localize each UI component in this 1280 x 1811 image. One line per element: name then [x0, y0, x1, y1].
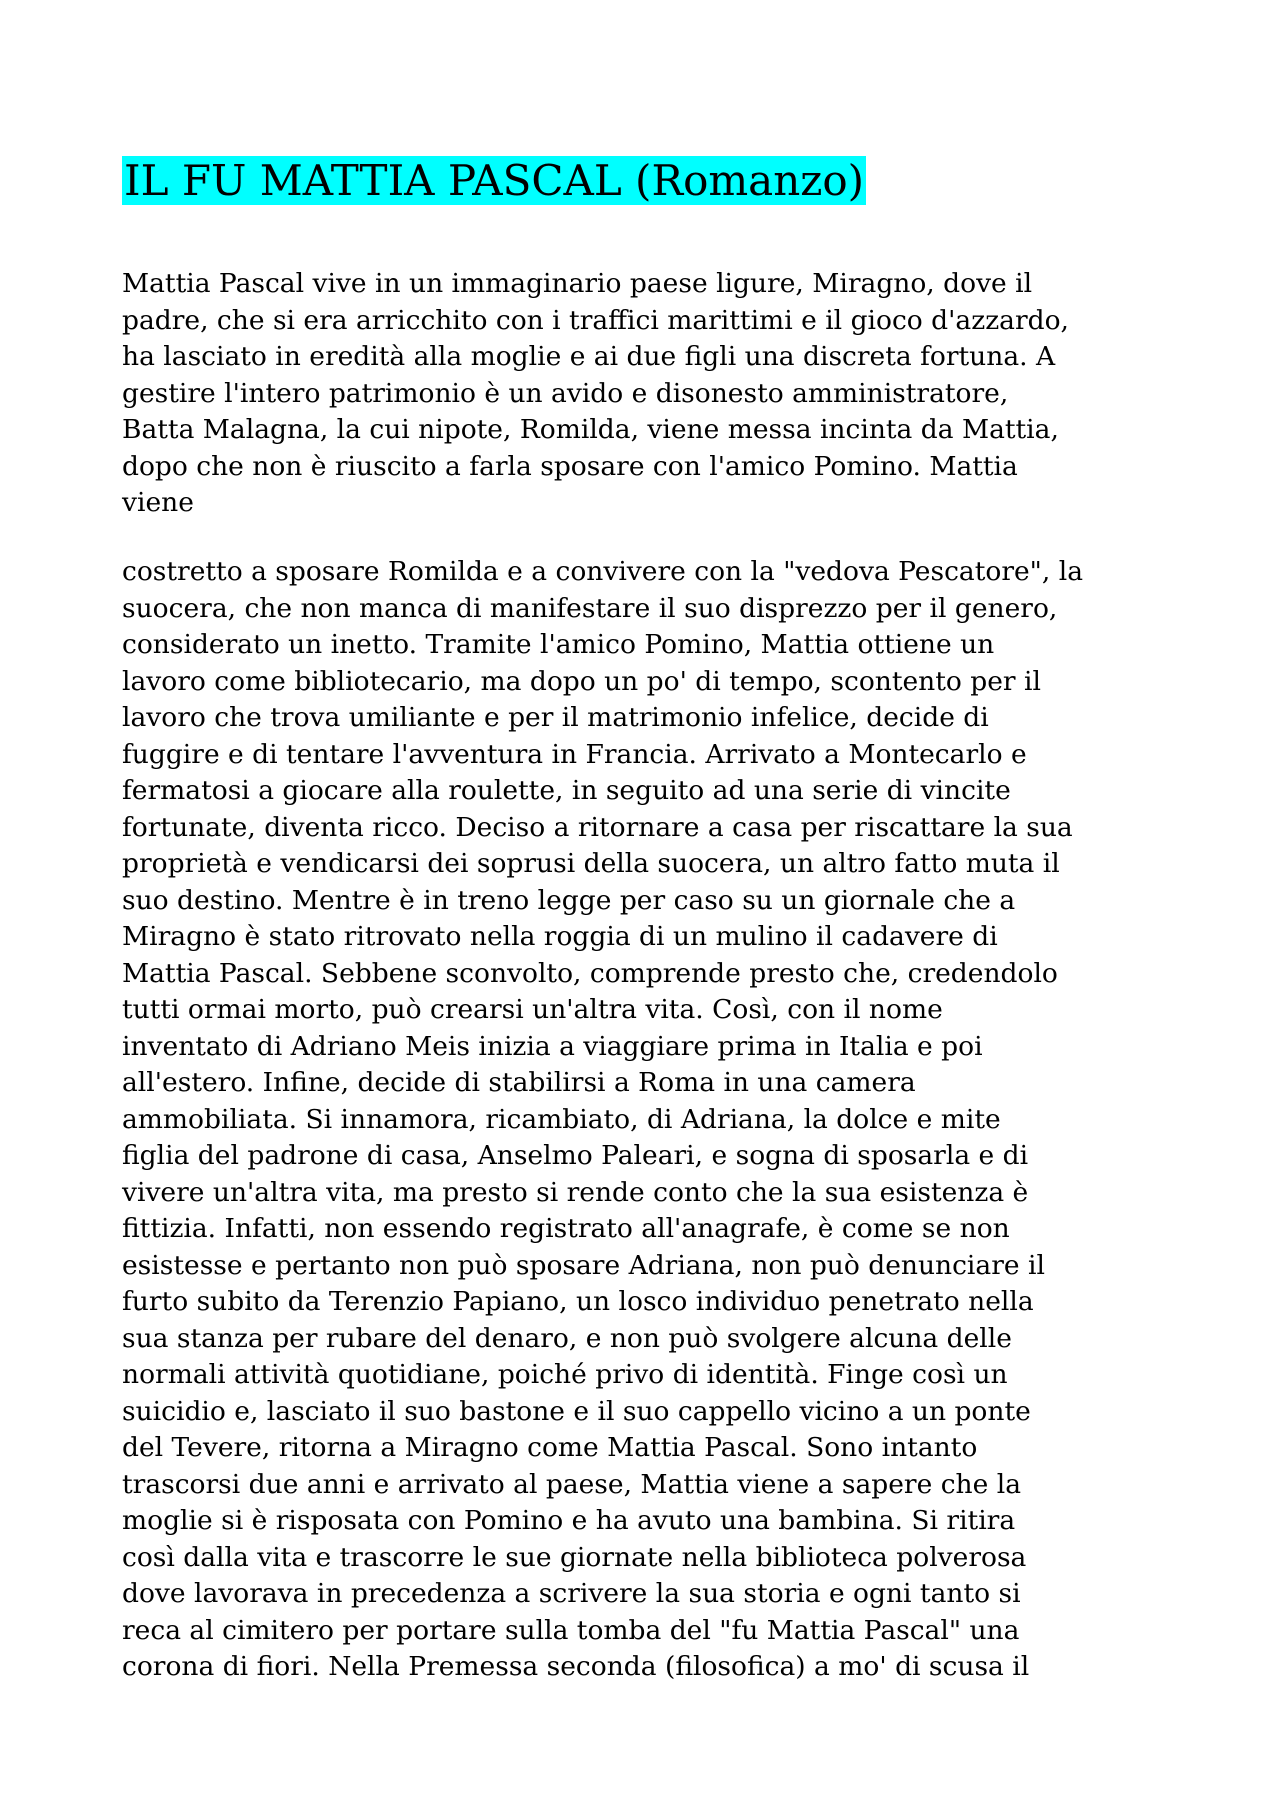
text-line: gestire l'intero patrimonio è un avido e disonesto amministratore, [122, 377, 1009, 409]
text-line: fortunate, diventa ricco. Deciso a ritornare a casa per riscattare la sua [122, 811, 1073, 843]
text-line: corona di fiori. Nella Premessa seconda (filosofica) a mo' di scusa il [122, 1651, 1030, 1682]
text-line: sua stanza per rubare del denaro, e non può svolgere alcuna delle [122, 1322, 1012, 1354]
document-title [122, 152, 866, 210]
text-line: fuggire e di tentare l'avventura in Francia. Arrivato a Montecarlo e [122, 738, 1027, 770]
text-line: suocera, che non manca di manifestare il suo disprezzo per il genero, [122, 592, 1058, 624]
text-line: vivere un'altra vita, ma presto si rende conto che la sua esistenza è [122, 1176, 1029, 1208]
text-line: viene [122, 487, 194, 518]
text-line: figlia del padrone di casa, Anselmo Paleari, e sogna di sposarla e di [122, 1140, 1029, 1171]
paragraph-intro [122, 266, 1182, 522]
text-line: inventato di Adriano Meis inizia a viaggiare prima in Italia e poi [122, 1030, 983, 1062]
text-line: lavoro come bibliotecario, ma dopo un po' di tempo, scontento per il [122, 665, 1041, 697]
text-line: dove lavorava in precedenza a scrivere la sua storia e ogni tanto si [122, 1578, 1021, 1609]
text-line: reca al cimitero per portare sulla tomba del "fu Mattia Pascal" una [122, 1614, 1020, 1646]
paragraph-plot [122, 554, 1182, 1686]
text-line: considerato un inetto. Tramite l'amico Pomino, Mattia ottiene un [122, 629, 995, 660]
text-line: Mattia Pascal. Sebbene sconvolto, comprende presto che, credendolo [122, 957, 1058, 989]
text-line: del Tevere, ritorna a Miragno come Mattia Pascal. Sono intanto [122, 1432, 978, 1463]
text-line: esistesse e pertanto non può sposare Adriana, non può denunciare il [122, 1249, 1045, 1281]
text-line: Batta Malagna, la cui nipote, Romilda, viene messa incinta da Mattia, [122, 414, 1059, 445]
text-line: costretto a sposare Romilda e a convivere con la "vedova Pescatore", la [122, 556, 1083, 587]
text-line: suicidio e, lasciato il suo bastone e il suo cappello vicino a un ponte [122, 1395, 1031, 1427]
text-line: all'estero. Infine, decide di stabilirsi a Roma in una camera [122, 1067, 916, 1098]
text-line: Miragno è stato ritrovato nella roggia di un mulino il cadavere di [122, 921, 998, 952]
text-line: dopo che non è riuscito a farla sposare con l'amico Pomino. Mattia [122, 450, 1018, 482]
text-line: padre, che si era arricchito con i traffici marittimi e il gioco d'azzardo, [122, 304, 1069, 336]
text-line: moglie si è risposata con Pomino e ha avuto una bambina. Si ritira [122, 1505, 1016, 1536]
text-line: ammobiliata. Si innamora, ricambiato, di Adriana, la dolce e mite [122, 1103, 1001, 1135]
text-line: ha lasciato in eredità alla moglie e ai due figli una discreta fortuna. A [122, 341, 1056, 372]
text-line: lavoro che trova umiliante e per il matrimonio infelice, decide di [122, 702, 989, 733]
text-line: fermatosi a giocare alla roulette, in seguito ad una serie di vincite [122, 775, 1011, 806]
text-line: normali attività quotidiane, poiché privo di identità. Finge così un [122, 1359, 1008, 1390]
text-line: proprietà e vendicarsi dei soprusi della suocera, un altro fatto muta il [122, 848, 1060, 879]
text-line: suo destino. Mentre è in treno legge per caso su un giornale che a [122, 884, 1016, 916]
text-line: Mattia Pascal vive in un immaginario paese ligure, Miragno, dove il [122, 268, 1033, 299]
text-line: così dalla vita e trascorre le sue giornate nella biblioteca polverosa [122, 1541, 1027, 1573]
text-line: tutti ormai morto, può crearsi un'altra vita. Così, con il nome [122, 994, 943, 1025]
title-highlight: IL FU MATTIA PASCAL (Romanzo) [124, 156, 865, 205]
text-line: furto subito da Terenzio Papiano, un losco individuo penetrato nella [122, 1286, 1034, 1317]
text-line: trascorsi due anni e arrivato al paese, Mattia viene a sapere che la [122, 1468, 1021, 1500]
text-line: fittizia. Infatti, non essendo registrato all'anagrafe, è come se non [122, 1213, 1010, 1244]
